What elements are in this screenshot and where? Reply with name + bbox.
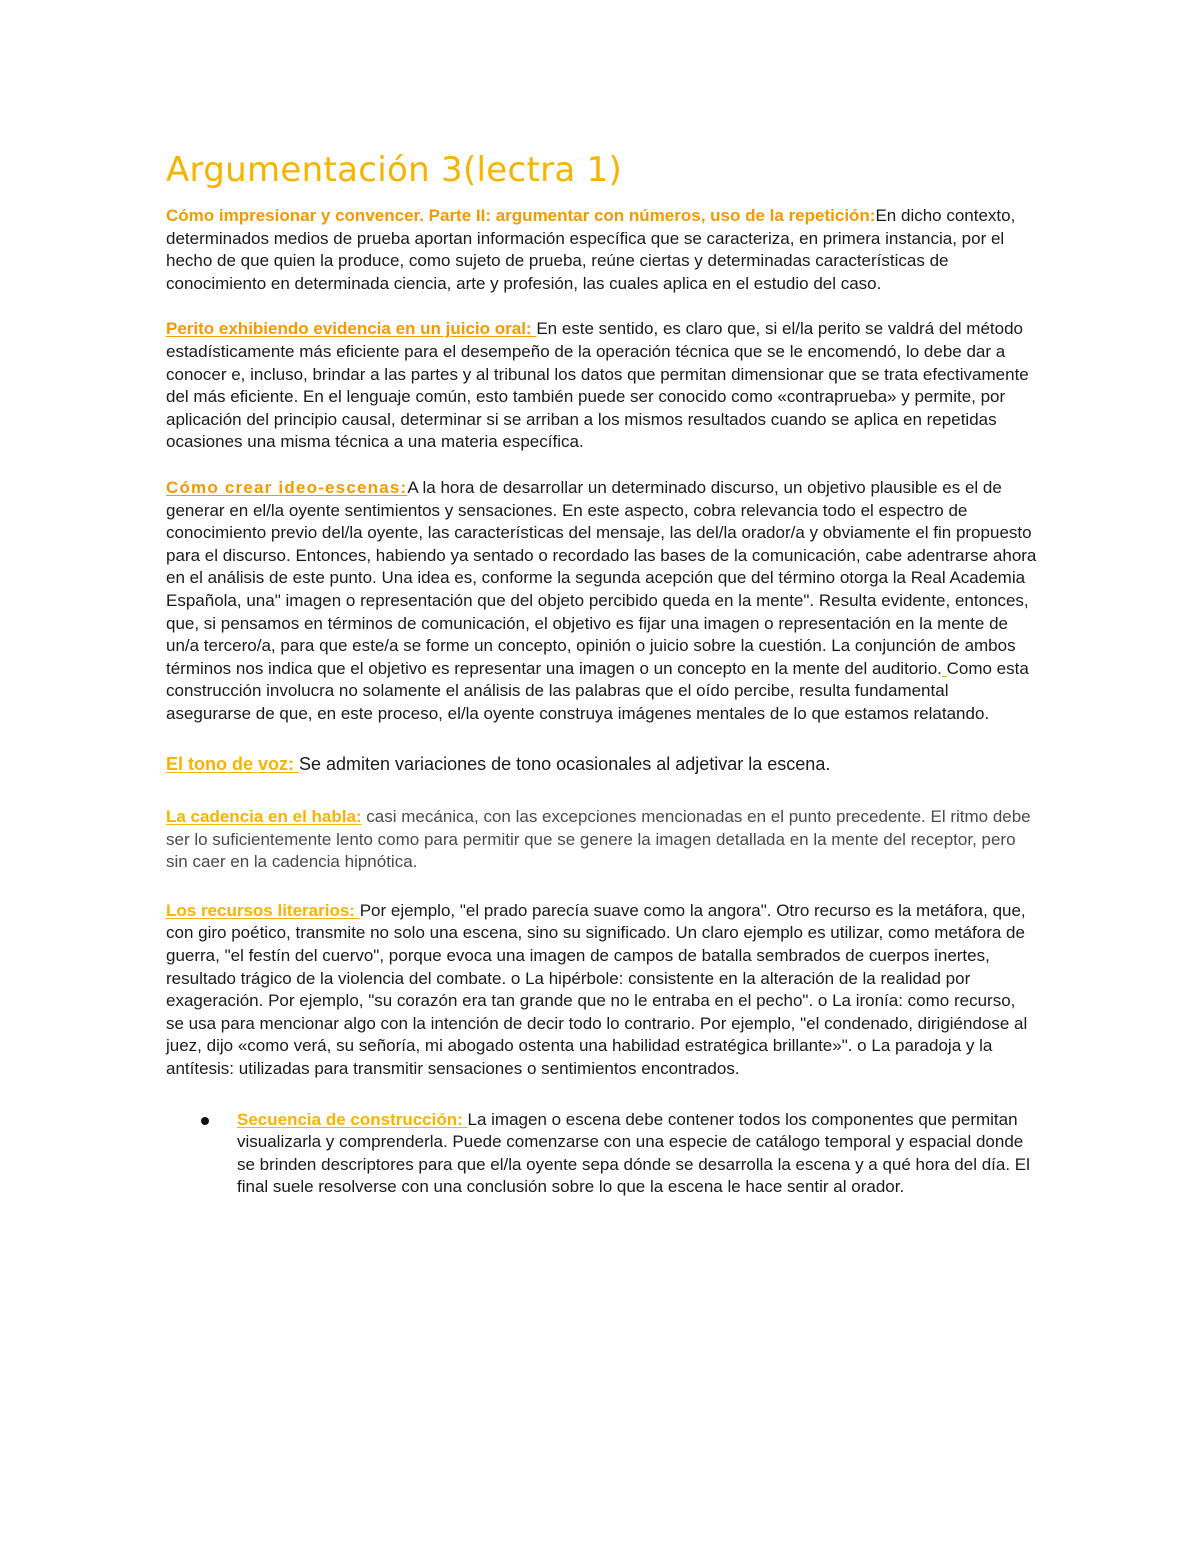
body-ideo-escenas-part1: A la hora de desarrollar un determinado discurso, un objetivo plausible es el de generar en el/la oyente sentimientos y sensaciones. En este aspecto, cobra relevancia todo el espectro de conocimiento previo del/la oyente, las características del mensaje, las del/la orador/a y obviamente el fin propuesto para el discurso. Entonces, habiendo ya sentado o recordado las bases de la comunicación, cabe adentrarse ahora en el análisis de este punto. Una idea es, conforme la segunda acepción que del término otorga la Real Academia Española, una" imagen o representación que del objeto percibido queda en la mente". Resulta evidente, entonces, que, si pensamos en términos de comunicación, el objetivo es fijar una imagen o representación en la mente de un/a tercero/a, para que este/a se forme un concepto, opinión o juicio sobre la cuestión. La conjunción de ambos términos nos indica que el objetivo es representar una imagen o un concepto en la mente del auditorio. [166, 477, 1037, 678]
body-recursos: Por ejemplo, "el prado parecía suave como la angora". Otro recurso es la metáfora, que, con giro poético, transmite no solo una escena, sino su significado. Un claro ejemplo es utilizar, como metáfora de guerra, "el festín del cuervo", porque evoca una imagen de campos de batalla sembrados de cuerpos inertes, resultado trágico de la violencia del combate. o La hipérbole: consistente en la alteración de la realidad por exageración. Por ejemplo, "su corazón era tan grande que no le entraba en el pecho". o La ironía: como recurso, se usa para mencionar algo con la intención de decir todo lo contrario. Por ejemplo, "el condenado, dirigiéndose al juez, dijo «como verá, su señoría, mi abogado ostenta una habilidad estratégica brillante»". o La paradoja y la antítesis: utilizadas para transmitir sensaciones o sentimientos encontrados. [166, 900, 1028, 1078]
heading-numeros: Cómo impresionar y convencer. Parte II: argumentar con números, uso de la repetición: [166, 206, 876, 225]
paragraph-perito [166, 318, 1038, 454]
paragraph-cadencia [166, 806, 1038, 874]
list-item [237, 1109, 1038, 1199]
body-numeros: En dicho contexto, determinados medios de prueba aportan información específica que se caracteriza, en primera instancia, por el hecho de que quien la produce, como sujeto de prueba, reúne ciertas y determinadas características de conocimiento en determinada ciencia, arte y profesión, las cuales aplica en el estudio del caso. [166, 206, 1016, 293]
paragraph-recursos [166, 900, 1038, 1081]
heading-secuencia: Secuencia de construcción: [237, 1109, 468, 1129]
heading-ideo-escenas: Cómo crear ideo-escenas: [166, 477, 408, 497]
body-perito: En este sentido, es claro que, si el/la perito se valdrá del método estadísticamente más eficiente para el desempeño de la operación técnica que se le encomendó, lo debe dar a conocer e, incluso, brindar a las partes y al tribunal los datos que permitan dimensionar que se trata efectivamente del más eficiente. En el lenguaje común, esto también puede ser conocido como «contraprueba» y permite, por aplicación del principio causal, determinar si se arriban a los mismos resultados cuando se aplica en repetidas ocasiones una misma técnica a una materia específica. [166, 319, 1029, 452]
body-secuencia: La imagen o escena debe contener todos los componentes que permitan visualizarla y comprenderla. Puede comenzarse con una especie de catálogo temporal y espacial donde se brinden descriptores para que el/la oyente sepa dónde se desarrolla la escena y a qué hora del día. El final suele resolverse con una conclusión sobre lo que la escena le hace sentir al orador. [237, 1109, 1030, 1197]
heading-perito: Perito exhibiendo evidencia en un juicio oral: [166, 319, 537, 339]
body-tono-voz: Se admiten variaciones de tono ocasionales al adjetivar la escena. [299, 754, 831, 775]
body-ideo-escenas-part2: Como esta construcción involucra no solamente el análisis de las palabras que el oído percibe, resulta fundamental asegurarse de que, en este proceso, el/la oyente construya imágenes mentales de lo que estamos relatando. [166, 658, 1029, 723]
paragraph-tono-voz [166, 753, 1038, 776]
paragraph-ideo-escenas [166, 477, 1038, 726]
body-cadencia: casi mecánica, con las excepciones mencionadas en el punto precedente. El ritmo debe ser lo suficientemente lento como para permitir que se genere la imagen detallada en la mente del receptor, pero sin caer en la cadencia hipnótica. [166, 807, 1031, 872]
paragraph-numeros [166, 205, 1038, 295]
document-title: Argumentación 3(lectra 1) [166, 150, 623, 190]
heading-tono-voz: El tono de voz: [166, 754, 299, 775]
bullet-icon [201, 1117, 209, 1125]
heading-recursos: Los recursos literarios: [166, 900, 360, 920]
bullet-list [166, 1109, 1038, 1199]
document-page [166, 148, 1038, 1199]
heading-cadencia: La cadencia en el habla: [166, 807, 362, 827]
